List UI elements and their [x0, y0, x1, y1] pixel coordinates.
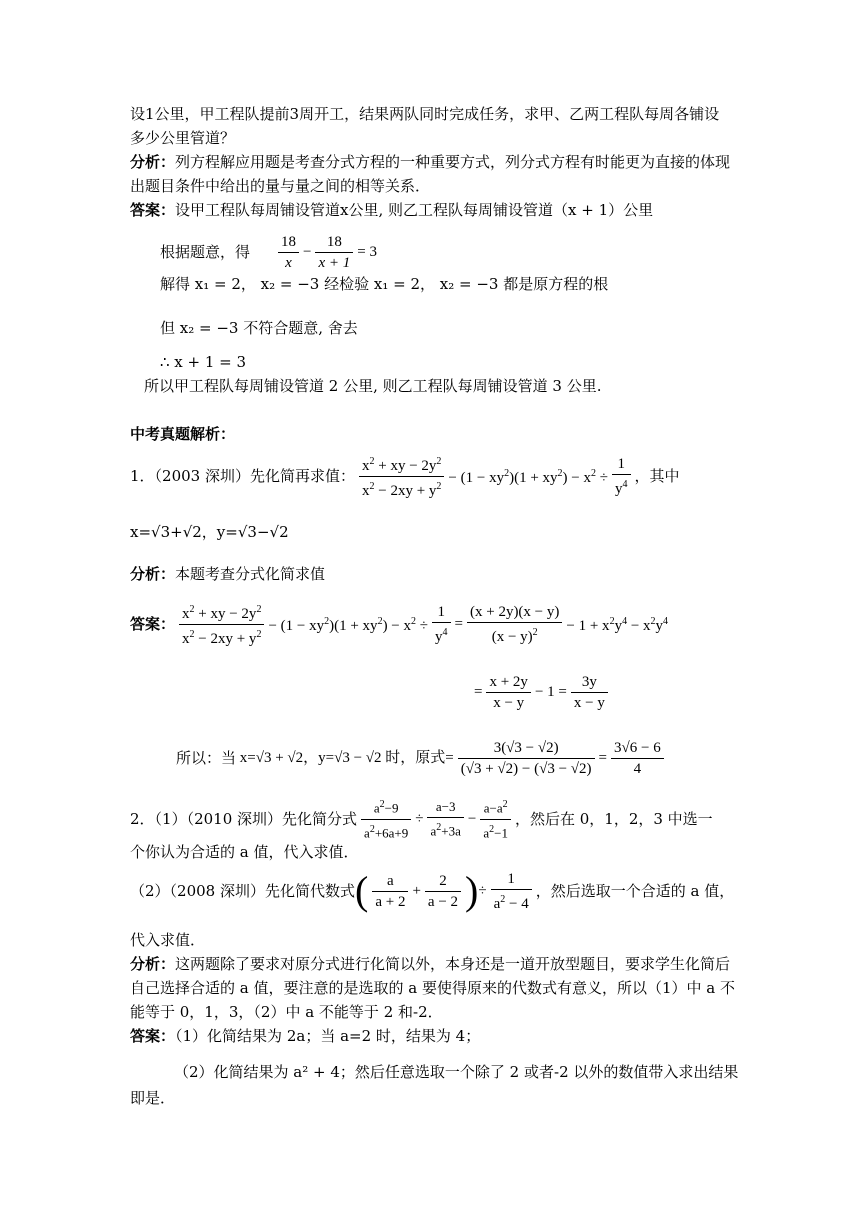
q1-final-prefix: 所以：当 — [176, 749, 237, 767]
q2-answer-label: 答案： — [130, 1027, 176, 1045]
q2-part2-tail: ，然后选取一个合适的 a 值， — [535, 882, 735, 900]
q2-part1-line-2: 个你认为合适的 a 值，代入求值． — [130, 843, 359, 861]
fraction-18-x: $\frac{18}{x}$ — [278, 232, 299, 273]
analysis-text: 列方程解应用题是考查分式方程的一种重要方式，列分式方程有时能更为直接的体现 — [175, 153, 731, 171]
q2-fraction-c: $\frac{a-a^2}{a^2-1}$ — [480, 795, 511, 843]
q1-answer-step1-fraction: $\frac{(x + 2y)(x - y)}{(x - y)^2}$ — [467, 602, 562, 647]
q2-part2-line-2: 代入求值． — [130, 931, 206, 949]
q2-analysis-line-3: 能等于 0，1，3，（2）中 a 不能等于 2 和-2． — [130, 1003, 443, 1021]
q2-analysis-text: 这两题除了要求对原分式进行化简以外，本身还是一道开放型题目，要求学生化简后 — [175, 955, 731, 973]
q1-prefix: 1．（2003 深圳）先化简再求值： — [130, 467, 355, 485]
q2-answer-line-3: 即是． — [130, 1089, 176, 1107]
answer-label: 答案： — [130, 201, 176, 219]
q1-given: x=√3+√2，y=√3−√2 — [130, 523, 289, 541]
q2-answer-line-1 — [130, 1026, 480, 1046]
q2-analysis-line-2: 自己选择合适的 a 值，要注意的是选取的 a 要使得原来的代数式有意义，所以（1）中 a 不 — [130, 979, 735, 997]
q1-step2-result: $\frac{3y}{x - y}$ — [571, 672, 608, 713]
conclusion-line: 所以甲工程队每周铺设管道 2 公里, 则乙工程队每周铺设管道 3 公里. — [144, 377, 602, 395]
solve-line: 解得 x₁ = 2， x₂ = −3 经检验 x₁ = 2， x₂ = −3 都是原方程的根 — [160, 275, 609, 293]
q2-fraction-b: $\frac{a-3}{a^2+3a}$ — [427, 797, 463, 841]
problem-line-2: 多少公里管道？ — [130, 129, 236, 147]
q1-fraction-2: $\frac{1}{y^4}$ — [612, 454, 631, 499]
answer-text: 设甲工程队每周铺设管道x公里, 则乙工程队每周铺设管道（x + 1）公里 — [175, 201, 654, 219]
q1-fraction: $\frac{x^2 + xy - 2y^2}{x^2 - 2xy + y^2}$ — [359, 452, 444, 501]
q1-answer-fraction: $\frac{x^2 + xy - 2y^2}{x^2 - 2xy + y^2}$ — [179, 600, 264, 649]
q2-answer-1: （1）化简结果为 2a；当 a=2 时，结果为 4； — [175, 1027, 481, 1045]
q2-analysis-label: 分析： — [130, 955, 176, 973]
q2-part1-prefix: 2．（1）（2010 深圳）先化简分式 — [130, 810, 358, 828]
q2-part1-line: 2．（1）（2010 深圳）先化简分式 $\frac{a^2-9}{a^2+6a+9}$ ÷ $\frac{a-3}{a^2+3a}$ − $\frac{a-a^2}{a^2-1}$ ，然后在 0，1，2，3 中选一 — [130, 796, 713, 842]
analysis-label: 分析： — [130, 153, 176, 171]
q1-answer-line-1: 答案： $\frac{x^2 + xy - 2y^2}{x^2 - 2xy + y^2}$ − $(1 - xy^2)(1 + xy^2) - x^2$ ÷ $\frac{1}{y^4}$ = $\frac{(x + 2y)(x - y)}{(x - y)^2}$ − $1 + x^2y^4 - x^2y^4$ — [130, 600, 668, 648]
q1-step2-fraction: $\frac{x + 2y}{x - y}$ — [486, 672, 530, 713]
therefore-line: ∴ x + 1 = 3 — [160, 353, 247, 371]
q2-part2-prefix: （2）（2008 深圳）先化简代数式 — [130, 882, 355, 900]
q1-analysis — [130, 564, 325, 584]
q2-fraction-a: $\frac{a^2-9}{a^2+6a+9}$ — [361, 795, 411, 843]
q2-part2-fraction-a: $\frac{a}{a + 2}$ — [372, 871, 408, 912]
q1-final-fraction: $\frac{3(√3 - √2)}{(√3 + √2) - (√3 - √2)}$ — [458, 738, 595, 779]
according-text: 根据题意，得 — [160, 243, 251, 261]
problem-line-1: 设1公里，甲工程队提前3周开工，结果两队同时完成任务，求甲、乙两工程队每周各铺设 — [130, 105, 720, 123]
q1-answer-label: 答案： — [130, 615, 176, 633]
q2-part2-fraction-c: $\frac{1}{a^2 - 4}$ — [491, 869, 532, 914]
q1-final-line: 所以：当 x=√3 + √2，y=√3 − √2 时，原式= $\frac{3(√3 - √2)}{(√3 + √2) - (√3 - √2)}$ = $\frac{3√6 - 6}{4}$ — [176, 734, 668, 782]
q2-part2-line: （2）（2008 深圳）先化简代数式 ( $\frac{a}{a + 2}$ + $\frac{2}{a - 2}$ ) ÷ $\frac{1}{a^2 - 4}$ ，然后选取一个合适的 a 值， — [130, 868, 735, 913]
q1-analysis-label: 分析： — [130, 565, 176, 583]
q2-part1-tail: ，然后在 0，1，2，3 中选一 — [514, 810, 713, 828]
q2-analysis-line-1 — [130, 954, 730, 974]
reject-line: 但 x₂ = −3 不符合题意, 舍去 — [160, 319, 358, 337]
equation-line: 根据题意，得 $\frac{18}{x}$ − $\frac{18}{x + 1}$ = 3 — [160, 233, 377, 271]
answer-1-line — [130, 200, 653, 220]
q1-final-result: $\frac{3√6 - 6}{4}$ — [611, 738, 664, 779]
fraction-18-x-plus-1: $\frac{18}{x + 1}$ — [315, 232, 353, 273]
q1-answer-fraction-2: $\frac{1}{y^4}$ — [432, 602, 451, 647]
q1-suffix: ，其中 — [634, 467, 680, 485]
q2-answer-line-2: （2）化简结果为 a² + 4；然后任意选取一个除了 2 或者-2 以外的数值带入求出结果 — [174, 1063, 739, 1081]
analysis-1-line-2: 出题目条件中给出的量与量之间的相等关系． — [130, 177, 431, 195]
q1-analysis-text: 本题考查分式化简求值 — [175, 565, 326, 583]
analysis-1-line-1 — [130, 152, 730, 172]
section-title: 中考真题解析： — [130, 425, 236, 443]
q2-part2-fraction-b: $\frac{2}{a - 2}$ — [425, 871, 461, 912]
q1-answer-line-2: = $\frac{x + 2y}{x - y}$ − 1 = $\frac{3y}{x - y}$ — [474, 668, 612, 716]
q1-line: 1．（2003 深圳）先化简再求值： $\frac{x^2 + xy - 2y^2}{x^2 - 2xy + y^2}$ − $(1 - xy^2)(1 + xy^2) - x^2$ ÷ $\frac{1}{y^4}$ ，其中 — [130, 452, 680, 500]
